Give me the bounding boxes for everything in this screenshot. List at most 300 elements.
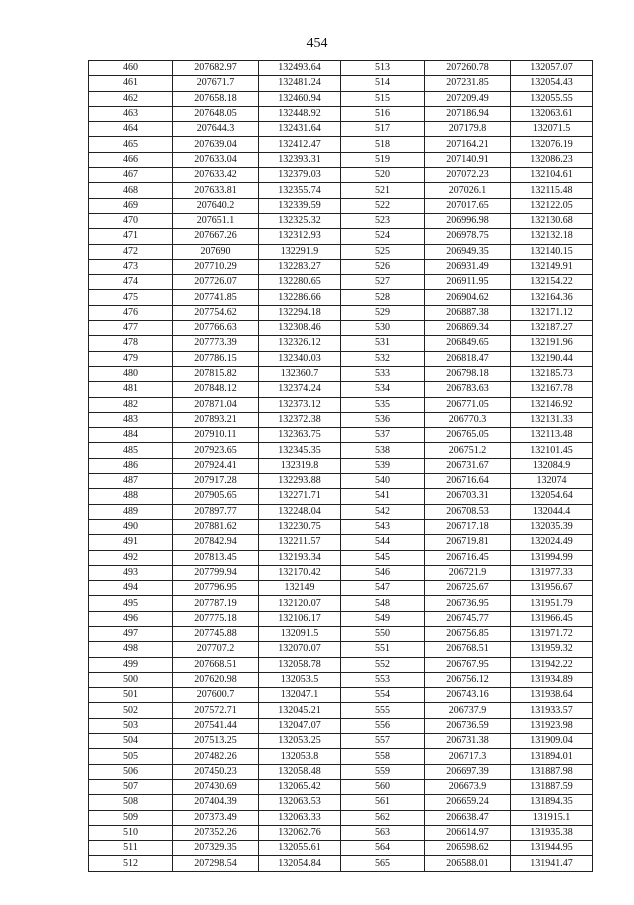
point-number-right-cell: 538 bbox=[341, 443, 425, 458]
y-coordinate-right-cell: 132122.05 bbox=[511, 198, 593, 213]
y-coordinate-left-cell: 132058.78 bbox=[259, 657, 341, 672]
y-coordinate-right-cell: 131933.57 bbox=[511, 703, 593, 718]
point-number-left-cell: 500 bbox=[89, 672, 173, 687]
point-number-left-cell: 486 bbox=[89, 458, 173, 473]
point-number-left-cell: 472 bbox=[89, 244, 173, 259]
x-coordinate-right-cell: 207231.85 bbox=[425, 76, 511, 91]
x-coordinate-left-cell: 207690 bbox=[173, 244, 259, 259]
x-coordinate-right-cell: 206737.9 bbox=[425, 703, 511, 718]
x-coordinate-right-cell: 206818.47 bbox=[425, 351, 511, 366]
y-coordinate-right-cell: 131971.72 bbox=[511, 626, 593, 641]
x-coordinate-left-cell: 207799.94 bbox=[173, 565, 259, 580]
x-coordinate-right-cell: 206598.62 bbox=[425, 841, 511, 856]
point-number-right-cell: 539 bbox=[341, 458, 425, 473]
x-coordinate-right-cell: 206719.81 bbox=[425, 535, 511, 550]
y-coordinate-right-cell: 132146.92 bbox=[511, 397, 593, 412]
x-coordinate-left-cell: 207881.62 bbox=[173, 519, 259, 534]
y-coordinate-left-cell: 132431.64 bbox=[259, 122, 341, 137]
y-coordinate-left-cell: 132248.04 bbox=[259, 504, 341, 519]
x-coordinate-left-cell: 207710.29 bbox=[173, 259, 259, 274]
point-number-right-cell: 517 bbox=[341, 122, 425, 137]
table-row bbox=[89, 366, 593, 381]
point-number-right-cell: 556 bbox=[341, 718, 425, 733]
point-number-right-cell: 562 bbox=[341, 810, 425, 825]
point-number-left-cell: 474 bbox=[89, 275, 173, 290]
y-coordinate-right-cell: 132171.12 bbox=[511, 305, 593, 320]
x-coordinate-left-cell: 207848.12 bbox=[173, 382, 259, 397]
point-number-right-cell: 560 bbox=[341, 779, 425, 794]
x-coordinate-left-cell: 207917.28 bbox=[173, 474, 259, 489]
point-number-right-cell: 535 bbox=[341, 397, 425, 412]
table-row bbox=[89, 764, 593, 779]
y-coordinate-right-cell: 132190.44 bbox=[511, 351, 593, 366]
x-coordinate-left-cell: 207430.69 bbox=[173, 779, 259, 794]
x-coordinate-right-cell: 206756.85 bbox=[425, 626, 511, 641]
y-coordinate-right-cell: 132132.18 bbox=[511, 229, 593, 244]
x-coordinate-left-cell: 207600.7 bbox=[173, 688, 259, 703]
point-number-left-cell: 494 bbox=[89, 581, 173, 596]
point-number-right-cell: 519 bbox=[341, 152, 425, 167]
x-coordinate-right-cell: 206638.47 bbox=[425, 810, 511, 825]
y-coordinate-left-cell: 132170.42 bbox=[259, 565, 341, 580]
point-number-left-cell: 490 bbox=[89, 519, 173, 534]
x-coordinate-left-cell: 207871.04 bbox=[173, 397, 259, 412]
table-row bbox=[89, 856, 593, 871]
y-coordinate-right-cell: 131894.01 bbox=[511, 749, 593, 764]
point-number-left-cell: 487 bbox=[89, 474, 173, 489]
table-row bbox=[89, 611, 593, 626]
table-row bbox=[89, 168, 593, 183]
table-row bbox=[89, 550, 593, 565]
point-number-left-cell: 499 bbox=[89, 657, 173, 672]
y-coordinate-left-cell: 132283.27 bbox=[259, 259, 341, 274]
table-row bbox=[89, 779, 593, 794]
y-coordinate-right-cell: 132131.33 bbox=[511, 412, 593, 427]
x-coordinate-right-cell: 206904.62 bbox=[425, 290, 511, 305]
x-coordinate-right-cell: 207209.49 bbox=[425, 91, 511, 106]
x-coordinate-right-cell: 206771.05 bbox=[425, 397, 511, 412]
y-coordinate-right-cell: 131887.98 bbox=[511, 764, 593, 779]
x-coordinate-left-cell: 207633.81 bbox=[173, 183, 259, 198]
point-number-right-cell: 523 bbox=[341, 213, 425, 228]
y-coordinate-left-cell: 132070.07 bbox=[259, 642, 341, 657]
x-coordinate-left-cell: 207842.94 bbox=[173, 535, 259, 550]
point-number-right-cell: 521 bbox=[341, 183, 425, 198]
table-row bbox=[89, 825, 593, 840]
table-row bbox=[89, 229, 593, 244]
point-number-right-cell: 537 bbox=[341, 428, 425, 443]
point-number-right-cell: 514 bbox=[341, 76, 425, 91]
point-number-right-cell: 547 bbox=[341, 581, 425, 596]
point-number-left-cell: 509 bbox=[89, 810, 173, 825]
x-coordinate-right-cell: 206736.95 bbox=[425, 596, 511, 611]
point-number-left-cell: 464 bbox=[89, 122, 173, 137]
table-row bbox=[89, 382, 593, 397]
y-coordinate-right-cell: 132185.73 bbox=[511, 366, 593, 381]
x-coordinate-left-cell: 207572.71 bbox=[173, 703, 259, 718]
x-coordinate-left-cell: 207633.04 bbox=[173, 152, 259, 167]
point-number-left-cell: 479 bbox=[89, 351, 173, 366]
x-coordinate-right-cell: 207179.8 bbox=[425, 122, 511, 137]
x-coordinate-right-cell: 207140.91 bbox=[425, 152, 511, 167]
x-coordinate-left-cell: 207813.45 bbox=[173, 550, 259, 565]
point-number-left-cell: 468 bbox=[89, 183, 173, 198]
x-coordinate-right-cell: 206911.95 bbox=[425, 275, 511, 290]
y-coordinate-right-cell: 132149.91 bbox=[511, 259, 593, 274]
table-row bbox=[89, 106, 593, 121]
x-coordinate-left-cell: 207352.26 bbox=[173, 825, 259, 840]
x-coordinate-left-cell: 207298.54 bbox=[173, 856, 259, 871]
point-number-left-cell: 481 bbox=[89, 382, 173, 397]
table-row bbox=[89, 305, 593, 320]
table-row bbox=[89, 412, 593, 427]
point-number-left-cell: 462 bbox=[89, 91, 173, 106]
x-coordinate-right-cell: 206717.18 bbox=[425, 519, 511, 534]
point-number-left-cell: 495 bbox=[89, 596, 173, 611]
x-coordinate-left-cell: 207796.95 bbox=[173, 581, 259, 596]
point-number-right-cell: 553 bbox=[341, 672, 425, 687]
point-number-right-cell: 525 bbox=[341, 244, 425, 259]
y-coordinate-left-cell: 132355.74 bbox=[259, 183, 341, 198]
y-coordinate-right-cell: 131942.22 bbox=[511, 657, 593, 672]
point-number-left-cell: 484 bbox=[89, 428, 173, 443]
point-number-right-cell: 513 bbox=[341, 61, 425, 76]
y-coordinate-left-cell: 132286.66 bbox=[259, 290, 341, 305]
point-number-left-cell: 461 bbox=[89, 76, 173, 91]
x-coordinate-right-cell: 206736.59 bbox=[425, 718, 511, 733]
x-coordinate-right-cell: 206887.38 bbox=[425, 305, 511, 320]
y-coordinate-left-cell: 132360.7 bbox=[259, 366, 341, 381]
y-coordinate-left-cell: 132345.35 bbox=[259, 443, 341, 458]
point-number-left-cell: 512 bbox=[89, 856, 173, 871]
point-number-left-cell: 469 bbox=[89, 198, 173, 213]
point-number-right-cell: 549 bbox=[341, 611, 425, 626]
point-number-left-cell: 505 bbox=[89, 749, 173, 764]
y-coordinate-right-cell: 131923.98 bbox=[511, 718, 593, 733]
x-coordinate-left-cell: 207786.15 bbox=[173, 351, 259, 366]
point-number-right-cell: 524 bbox=[341, 229, 425, 244]
x-coordinate-right-cell: 206716.64 bbox=[425, 474, 511, 489]
y-coordinate-left-cell: 132319.8 bbox=[259, 458, 341, 473]
x-coordinate-left-cell: 207773.39 bbox=[173, 336, 259, 351]
y-coordinate-right-cell: 132167.78 bbox=[511, 382, 593, 397]
y-coordinate-left-cell: 132325.32 bbox=[259, 213, 341, 228]
point-number-right-cell: 528 bbox=[341, 290, 425, 305]
table-row bbox=[89, 76, 593, 91]
y-coordinate-right-cell: 132084.9 bbox=[511, 458, 593, 473]
y-coordinate-left-cell: 132460.94 bbox=[259, 91, 341, 106]
point-number-left-cell: 507 bbox=[89, 779, 173, 794]
point-number-left-cell: 504 bbox=[89, 734, 173, 749]
y-coordinate-left-cell: 132271.71 bbox=[259, 489, 341, 504]
point-number-left-cell: 470 bbox=[89, 213, 173, 228]
y-coordinate-left-cell: 132045.21 bbox=[259, 703, 341, 718]
table-row bbox=[89, 795, 593, 810]
table-row bbox=[89, 718, 593, 733]
point-number-left-cell: 488 bbox=[89, 489, 173, 504]
table-row bbox=[89, 428, 593, 443]
point-number-right-cell: 526 bbox=[341, 259, 425, 274]
point-number-left-cell: 510 bbox=[89, 825, 173, 840]
x-coordinate-right-cell: 207026.1 bbox=[425, 183, 511, 198]
point-number-right-cell: 550 bbox=[341, 626, 425, 641]
x-coordinate-right-cell: 206725.67 bbox=[425, 581, 511, 596]
table-row bbox=[89, 290, 593, 305]
point-number-left-cell: 503 bbox=[89, 718, 173, 733]
point-number-right-cell: 534 bbox=[341, 382, 425, 397]
y-coordinate-left-cell: 132063.53 bbox=[259, 795, 341, 810]
table-row bbox=[89, 841, 593, 856]
point-number-left-cell: 478 bbox=[89, 336, 173, 351]
y-coordinate-left-cell: 132340.03 bbox=[259, 351, 341, 366]
point-number-right-cell: 544 bbox=[341, 535, 425, 550]
table-row bbox=[89, 688, 593, 703]
x-coordinate-left-cell: 207897.77 bbox=[173, 504, 259, 519]
y-coordinate-left-cell: 132120.07 bbox=[259, 596, 341, 611]
y-coordinate-right-cell: 132076.19 bbox=[511, 137, 593, 152]
x-coordinate-left-cell: 207766.63 bbox=[173, 321, 259, 336]
y-coordinate-left-cell: 132055.61 bbox=[259, 841, 341, 856]
y-coordinate-left-cell: 132326.12 bbox=[259, 336, 341, 351]
point-number-right-cell: 531 bbox=[341, 336, 425, 351]
y-coordinate-right-cell: 132130.68 bbox=[511, 213, 593, 228]
x-coordinate-right-cell: 206588.01 bbox=[425, 856, 511, 871]
point-number-left-cell: 477 bbox=[89, 321, 173, 336]
y-coordinate-right-cell: 132055.55 bbox=[511, 91, 593, 106]
x-coordinate-left-cell: 207745.88 bbox=[173, 626, 259, 641]
y-coordinate-right-cell: 131966.45 bbox=[511, 611, 593, 626]
table-row bbox=[89, 198, 593, 213]
table-row bbox=[89, 443, 593, 458]
point-number-right-cell: 564 bbox=[341, 841, 425, 856]
table-row bbox=[89, 321, 593, 336]
table-row bbox=[89, 657, 593, 672]
y-coordinate-right-cell: 131951.79 bbox=[511, 596, 593, 611]
y-coordinate-left-cell: 132379.03 bbox=[259, 168, 341, 183]
point-number-right-cell: 555 bbox=[341, 703, 425, 718]
x-coordinate-left-cell: 207620.98 bbox=[173, 672, 259, 687]
point-number-left-cell: 466 bbox=[89, 152, 173, 167]
y-coordinate-left-cell: 132308.46 bbox=[259, 321, 341, 336]
point-number-right-cell: 515 bbox=[341, 91, 425, 106]
x-coordinate-right-cell: 206978.75 bbox=[425, 229, 511, 244]
table-row bbox=[89, 213, 593, 228]
point-number-left-cell: 489 bbox=[89, 504, 173, 519]
x-coordinate-left-cell: 207482.26 bbox=[173, 749, 259, 764]
x-coordinate-right-cell: 206783.63 bbox=[425, 382, 511, 397]
point-number-left-cell: 471 bbox=[89, 229, 173, 244]
table-row bbox=[89, 489, 593, 504]
x-coordinate-left-cell: 207787.19 bbox=[173, 596, 259, 611]
x-coordinate-right-cell: 206659.24 bbox=[425, 795, 511, 810]
point-number-left-cell: 460 bbox=[89, 61, 173, 76]
point-number-left-cell: 476 bbox=[89, 305, 173, 320]
coordinates-table-body bbox=[89, 61, 593, 872]
y-coordinate-right-cell: 132164.36 bbox=[511, 290, 593, 305]
x-coordinate-left-cell: 207671.7 bbox=[173, 76, 259, 91]
point-number-right-cell: 530 bbox=[341, 321, 425, 336]
x-coordinate-left-cell: 207815.82 bbox=[173, 366, 259, 381]
point-number-right-cell: 546 bbox=[341, 565, 425, 580]
table-row bbox=[89, 474, 593, 489]
point-number-left-cell: 493 bbox=[89, 565, 173, 580]
x-coordinate-left-cell: 207651.1 bbox=[173, 213, 259, 228]
point-number-left-cell: 483 bbox=[89, 412, 173, 427]
table-row bbox=[89, 810, 593, 825]
point-number-left-cell: 496 bbox=[89, 611, 173, 626]
x-coordinate-left-cell: 207741.85 bbox=[173, 290, 259, 305]
table-row bbox=[89, 397, 593, 412]
table-row bbox=[89, 642, 593, 657]
x-coordinate-left-cell: 207905.65 bbox=[173, 489, 259, 504]
x-coordinate-right-cell: 206751.2 bbox=[425, 443, 511, 458]
x-coordinate-left-cell: 207707.2 bbox=[173, 642, 259, 657]
table-row bbox=[89, 703, 593, 718]
point-number-right-cell: 536 bbox=[341, 412, 425, 427]
y-coordinate-right-cell: 131956.67 bbox=[511, 581, 593, 596]
y-coordinate-left-cell: 132106.17 bbox=[259, 611, 341, 626]
y-coordinate-right-cell: 132035.39 bbox=[511, 519, 593, 534]
x-coordinate-right-cell: 206673.9 bbox=[425, 779, 511, 794]
y-coordinate-right-cell: 131941.47 bbox=[511, 856, 593, 871]
y-coordinate-left-cell: 132293.88 bbox=[259, 474, 341, 489]
x-coordinate-right-cell: 206931.49 bbox=[425, 259, 511, 274]
x-coordinate-left-cell: 207541.44 bbox=[173, 718, 259, 733]
table-row bbox=[89, 519, 593, 534]
x-coordinate-left-cell: 207658.18 bbox=[173, 91, 259, 106]
y-coordinate-right-cell: 131909.04 bbox=[511, 734, 593, 749]
y-coordinate-left-cell: 132312.93 bbox=[259, 229, 341, 244]
table-row bbox=[89, 137, 593, 152]
x-coordinate-right-cell: 206849.65 bbox=[425, 336, 511, 351]
point-number-right-cell: 527 bbox=[341, 275, 425, 290]
table-row bbox=[89, 504, 593, 519]
table-row bbox=[89, 672, 593, 687]
y-coordinate-right-cell: 132024.49 bbox=[511, 535, 593, 550]
x-coordinate-left-cell: 207640.2 bbox=[173, 198, 259, 213]
y-coordinate-right-cell: 131938.64 bbox=[511, 688, 593, 703]
table-row bbox=[89, 626, 593, 641]
y-coordinate-right-cell: 132191.96 bbox=[511, 336, 593, 351]
x-coordinate-right-cell: 206767.95 bbox=[425, 657, 511, 672]
x-coordinate-right-cell: 206708.53 bbox=[425, 504, 511, 519]
y-coordinate-right-cell: 132074 bbox=[511, 474, 593, 489]
table-row bbox=[89, 275, 593, 290]
x-coordinate-right-cell: 207072.23 bbox=[425, 168, 511, 183]
y-coordinate-right-cell: 132086.23 bbox=[511, 152, 593, 167]
x-coordinate-left-cell: 207754.62 bbox=[173, 305, 259, 320]
x-coordinate-left-cell: 207668.51 bbox=[173, 657, 259, 672]
point-number-right-cell: 543 bbox=[341, 519, 425, 534]
y-coordinate-right-cell: 132104.61 bbox=[511, 168, 593, 183]
x-coordinate-right-cell: 207186.94 bbox=[425, 106, 511, 121]
point-number-right-cell: 520 bbox=[341, 168, 425, 183]
x-coordinate-right-cell: 206697.39 bbox=[425, 764, 511, 779]
y-coordinate-right-cell: 132115.48 bbox=[511, 183, 593, 198]
point-number-right-cell: 518 bbox=[341, 137, 425, 152]
y-coordinate-right-cell: 132101.45 bbox=[511, 443, 593, 458]
point-number-left-cell: 467 bbox=[89, 168, 173, 183]
x-coordinate-left-cell: 207726.07 bbox=[173, 275, 259, 290]
x-coordinate-right-cell: 206996.98 bbox=[425, 213, 511, 228]
point-number-left-cell: 508 bbox=[89, 795, 173, 810]
table-row bbox=[89, 152, 593, 167]
point-number-left-cell: 475 bbox=[89, 290, 173, 305]
y-coordinate-left-cell: 132412.47 bbox=[259, 137, 341, 152]
x-coordinate-right-cell: 207017.65 bbox=[425, 198, 511, 213]
y-coordinate-right-cell: 132154.22 bbox=[511, 275, 593, 290]
point-number-right-cell: 529 bbox=[341, 305, 425, 320]
x-coordinate-right-cell: 206770.3 bbox=[425, 412, 511, 427]
point-number-left-cell: 506 bbox=[89, 764, 173, 779]
y-coordinate-right-cell: 131887.59 bbox=[511, 779, 593, 794]
point-number-left-cell: 465 bbox=[89, 137, 173, 152]
x-coordinate-left-cell: 207910.11 bbox=[173, 428, 259, 443]
y-coordinate-right-cell: 131934.89 bbox=[511, 672, 593, 687]
point-number-left-cell: 463 bbox=[89, 106, 173, 121]
point-number-right-cell: 565 bbox=[341, 856, 425, 871]
y-coordinate-left-cell: 132374.24 bbox=[259, 382, 341, 397]
point-number-left-cell: 491 bbox=[89, 535, 173, 550]
point-number-right-cell: 541 bbox=[341, 489, 425, 504]
point-number-left-cell: 473 bbox=[89, 259, 173, 274]
table-row bbox=[89, 749, 593, 764]
point-number-left-cell: 502 bbox=[89, 703, 173, 718]
x-coordinate-right-cell: 206731.38 bbox=[425, 734, 511, 749]
y-coordinate-right-cell: 132054.64 bbox=[511, 489, 593, 504]
point-number-right-cell: 563 bbox=[341, 825, 425, 840]
y-coordinate-left-cell: 132047.07 bbox=[259, 718, 341, 733]
point-number-right-cell: 542 bbox=[341, 504, 425, 519]
table-row bbox=[89, 351, 593, 366]
x-coordinate-left-cell: 207450.23 bbox=[173, 764, 259, 779]
x-coordinate-right-cell: 206745.77 bbox=[425, 611, 511, 626]
point-number-right-cell: 561 bbox=[341, 795, 425, 810]
x-coordinate-left-cell: 207682.97 bbox=[173, 61, 259, 76]
point-number-right-cell: 545 bbox=[341, 550, 425, 565]
y-coordinate-right-cell: 132113.48 bbox=[511, 428, 593, 443]
point-number-right-cell: 557 bbox=[341, 734, 425, 749]
y-coordinate-left-cell: 132291.9 bbox=[259, 244, 341, 259]
y-coordinate-right-cell: 131994.99 bbox=[511, 550, 593, 565]
point-number-left-cell: 480 bbox=[89, 366, 173, 381]
y-coordinate-left-cell: 132481.24 bbox=[259, 76, 341, 91]
y-coordinate-right-cell: 132044.4 bbox=[511, 504, 593, 519]
y-coordinate-right-cell: 132071.5 bbox=[511, 122, 593, 137]
coordinates-table bbox=[88, 60, 593, 872]
table-row bbox=[89, 458, 593, 473]
x-coordinate-left-cell: 207775.18 bbox=[173, 611, 259, 626]
point-number-right-cell: 559 bbox=[341, 764, 425, 779]
x-coordinate-right-cell: 206716.45 bbox=[425, 550, 511, 565]
point-number-left-cell: 498 bbox=[89, 642, 173, 657]
table-row bbox=[89, 259, 593, 274]
y-coordinate-left-cell: 132493.64 bbox=[259, 61, 341, 76]
x-coordinate-left-cell: 207648.05 bbox=[173, 106, 259, 121]
y-coordinate-left-cell: 132372.38 bbox=[259, 412, 341, 427]
table-row bbox=[89, 122, 593, 137]
point-number-right-cell: 516 bbox=[341, 106, 425, 121]
point-number-right-cell: 522 bbox=[341, 198, 425, 213]
x-coordinate-left-cell: 207924.41 bbox=[173, 458, 259, 473]
x-coordinate-left-cell: 207404.39 bbox=[173, 795, 259, 810]
x-coordinate-right-cell: 206731.67 bbox=[425, 458, 511, 473]
point-number-right-cell: 533 bbox=[341, 366, 425, 381]
y-coordinate-right-cell: 131915.1 bbox=[511, 810, 593, 825]
x-coordinate-left-cell: 207639.04 bbox=[173, 137, 259, 152]
x-coordinate-left-cell: 207329.35 bbox=[173, 841, 259, 856]
y-coordinate-left-cell: 132053.5 bbox=[259, 672, 341, 687]
